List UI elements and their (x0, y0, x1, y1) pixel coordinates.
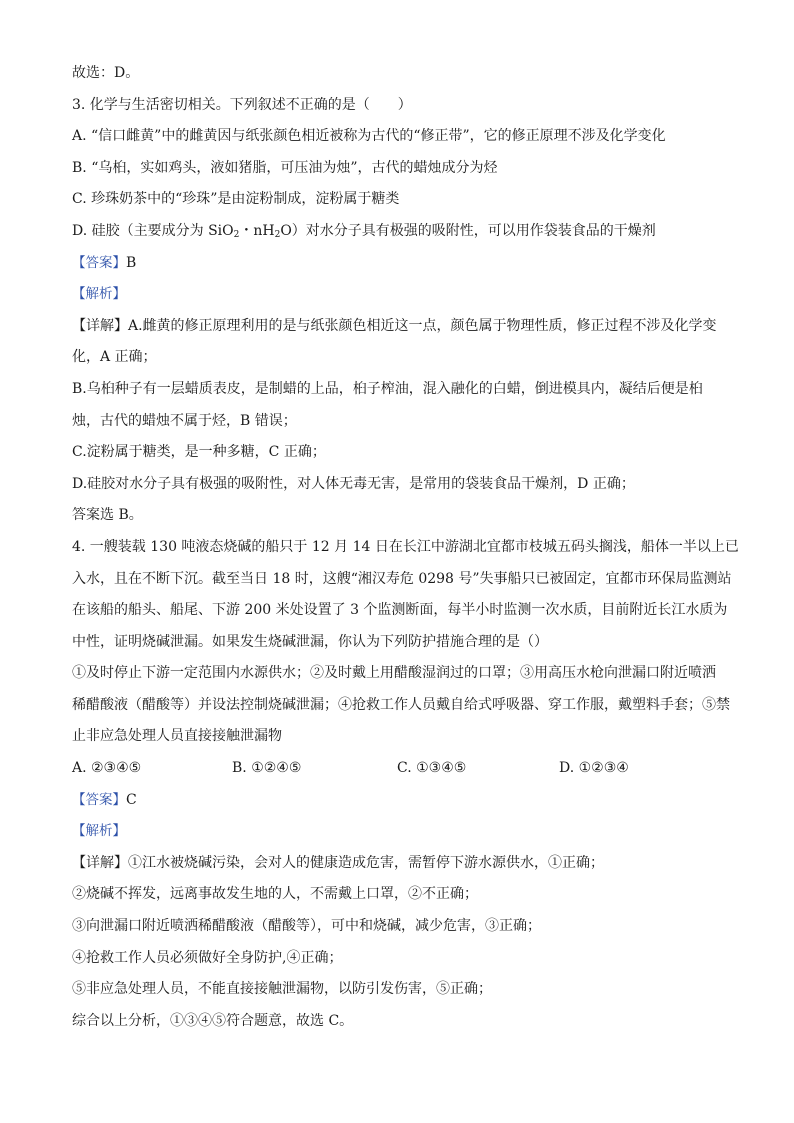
question-4-conclusion: 综合以上分析，①③④⑤符合题意，故选 C。 (72, 1012, 354, 1029)
document-page (72, 62, 739, 1041)
question-4-stem: 中性，证明烧碱泄漏。如果发生烧碱泄漏，你认为下列防护措施合理的是（） (72, 633, 548, 650)
analysis-tag: 【解析】 (72, 823, 126, 840)
question-4-options (72, 757, 732, 779)
analysis-tag: 【解析】 (72, 286, 126, 303)
question-4-stem: 在该船的船头、船尾、下游 200 米处设置了 3 个监测断面，每半小时监测一次水质，目前附近长江水质为 (72, 602, 728, 619)
question-3-explanation-line: C.淀粉属于糖类，是一种多糖，C 正确； (72, 444, 326, 461)
question-4-option-c: C. ①③④⑤ (397, 760, 467, 777)
question-3-option-b: B. “乌桕，实如鸡头，液如猪脂，可压油为烛”，古代的蜡烛成分为烃 (72, 159, 498, 176)
question-4-option-b: B. ①②④⑤ (232, 760, 302, 777)
prev-answer-line: 故选：D。 (72, 65, 140, 81)
answer-tag: 【答案】 (72, 254, 126, 271)
answer-value: C (126, 791, 137, 808)
question-3-explanation-line: B.乌桕种子有一层蜡质表皮，是制蜡的上品，桕子榨油，混入融化的白蜡，倒进模具内，凝结后便是桕 (72, 380, 703, 397)
question-4-measures: ①及时停止下游一定范围内水源供水；②及时戴上用醋酸湿润过的口罩；③用高压水枪向泄漏口附近喷洒 (72, 665, 716, 682)
question-3-answer (72, 252, 732, 274)
option-d-text-part3: O）对水分子具有极强的吸附性，可以用作袋装食品的干燥剂 (280, 222, 656, 239)
question-4-explanation-line: 【详解】①江水被烧碱污染，会对人的健康造成危害，需暂停下游水源供水，①正确； (72, 854, 604, 871)
question-3-option-a: A. “信口雌黄”中的雌黄因与纸张颜色相近被称为古代的“修正带”，它的修正原理不涉及化学变化 (72, 128, 666, 145)
answer-value: B (126, 254, 137, 271)
question-4-analysis-heading (72, 820, 732, 842)
question-3-explanation-line: 烛，古代的蜡烛不属于烃，B 错误； (72, 412, 297, 429)
question-3-explanation-line: D.硅胶对水分子具有极强的吸附性，对人体无毒无害，是常用的袋装食品干燥剂，D 正确； (72, 475, 635, 492)
question-4-explanation-line: ④抢救工作人员必须做好全身防护,④正确； (72, 949, 343, 966)
question-4-explanation-line: ②烧碱不挥发，远离事故发生地的人，不需戴上口罩，②不正确； (72, 886, 478, 903)
question-4-explanation-line: ③向泄漏口附近喷洒稀醋酸液（醋酸等），可中和烧碱，减少危害，③正确； (72, 918, 541, 935)
question-3-explanation-line: 【详解】A.雌黄的修正原理利用的是与纸张颜色相近这一点，颜色属于物理性质，修正过程不涉及化学变 (72, 317, 717, 334)
subscript-2: 2 (233, 229, 240, 240)
question-4-stem: 入水，且在不断下沉。截至当日 18 时，这艘“湘汉寿危 0298 号”失事船只已被固定，宜都市环保局监测站 (72, 570, 732, 587)
option-d-text-part2: ・nH (239, 222, 275, 239)
question-4-explanation-line: ⑤非应急处理人员，不能直接接触泄漏物，以防引发伤害，⑤正确； (72, 981, 492, 998)
question-4-measures: 止非应急处理人员直接接触泄漏物 (72, 728, 282, 745)
answer-tag: 【答案】 (72, 791, 126, 808)
question-3-analysis-heading (72, 283, 732, 305)
option-d-text-part1: D. 硅胶（主要成分为 SiO (72, 222, 234, 239)
question-3-stem: 3. 化学与生活密切相关。下列叙述不正确的是（ ） (72, 96, 412, 113)
question-4-stem: 4. 一艘装载 130 吨液态烧碱的船只于 12 月 14 日在长江中游湖北宜都市枝城五码头搁浅，船体一半以上已 (72, 538, 739, 555)
question-3-option-d (72, 220, 732, 242)
subscript-2: 2 (274, 229, 281, 240)
question-4-option-a: A. ②③④⑤ (72, 760, 142, 777)
question-3-explanation-line: 化，A 正确； (72, 349, 157, 366)
question-3-conclusion: 答案选 B。 (72, 507, 143, 524)
question-3-option-c: C. 珍珠奶茶中的“珍珠”是由淀粉制成，淀粉属于糖类 (72, 191, 400, 208)
question-4-option-d: D. ①②③④ (559, 760, 629, 777)
question-4-answer (72, 789, 732, 811)
question-4-measures: 稀醋酸液（醋酸等）并设法控制烧碱泄漏；④抢救工作人员戴自给式呼吸器、穿工作服，戴塑料手套；⑤禁 (72, 696, 730, 713)
